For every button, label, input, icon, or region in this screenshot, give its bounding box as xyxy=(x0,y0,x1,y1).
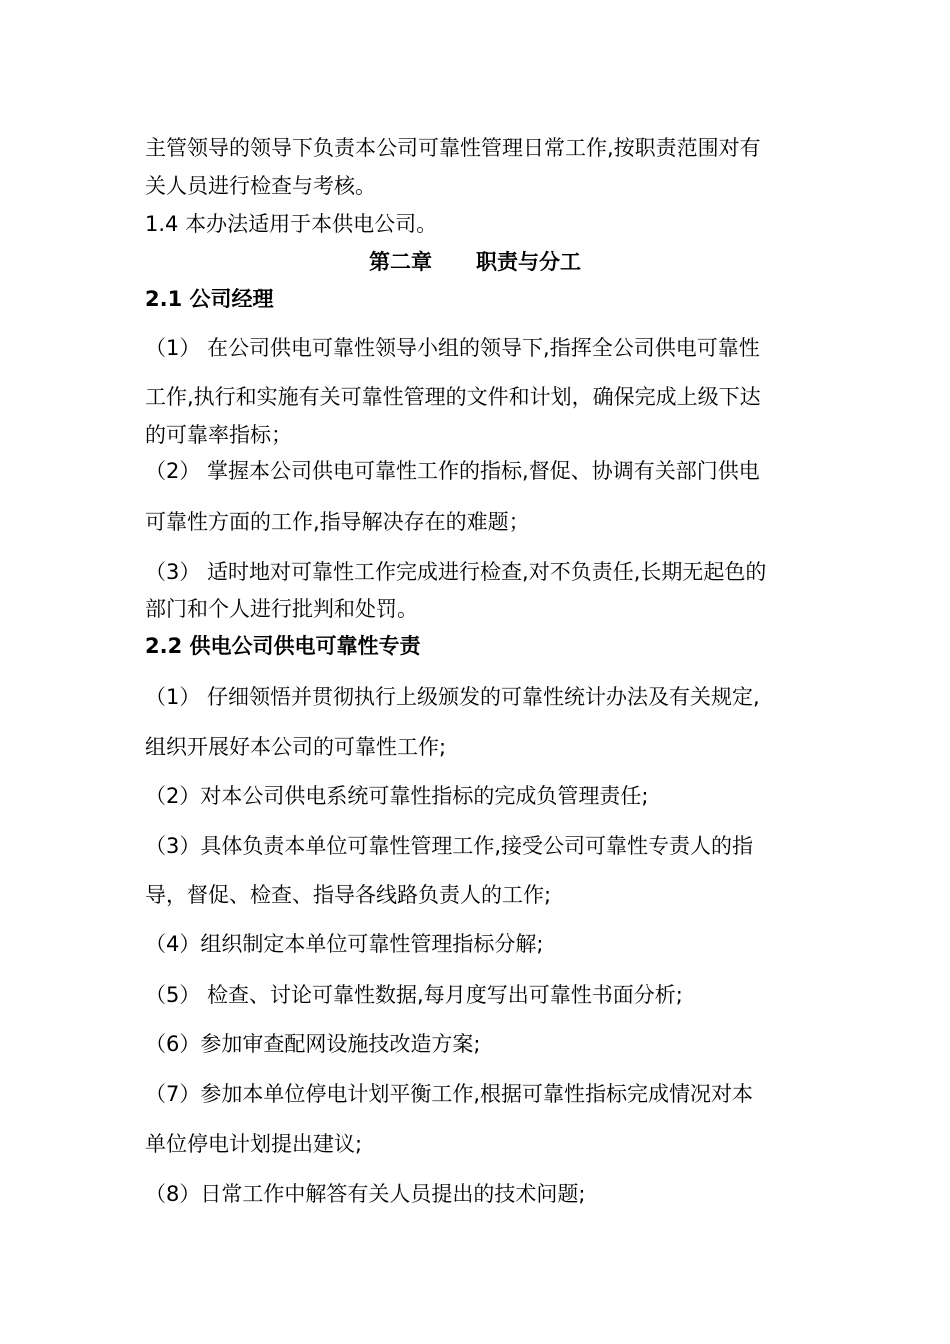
paragraph-line: 1.4 本办法适用于本供电公司。 xyxy=(145,212,438,236)
paragraph-line: （8）日常工作中解答有关人员提出的技术问题; xyxy=(145,1182,586,1206)
chapter-title: 职责与分工 xyxy=(476,250,581,274)
paragraph-line: 工作,执行和实施有关可靠性管理的文件和计划，确保完成上级下达 xyxy=(145,385,761,409)
paragraph-line: （4）组织制定本单位可靠性管理指标分解; xyxy=(145,932,544,956)
section-heading: 2.2 供电公司供电可靠性专责 xyxy=(145,634,421,658)
paragraph-line: 的可靠率指标； xyxy=(145,423,292,447)
paragraph-line: （5） 检查、讨论可靠性数据,每月度写出可靠性书面分析; xyxy=(145,983,683,1007)
paragraph-line: 组织开展好本公司的可靠性工作; xyxy=(145,735,447,759)
paragraph-line: 单位停电计划提出建议; xyxy=(145,1132,363,1156)
paragraph-line: 导，督促、检查、指导各线路负责人的工作; xyxy=(145,883,552,907)
paragraph-line: （1） 仔细领悟并贯彻执行上级颁发的可靠性统计办法及有关规定, xyxy=(145,685,760,709)
paragraph-line: （3）具体负责本单位可靠性管理工作,接受公司可靠性专责人的指 xyxy=(145,834,754,858)
paragraph-line: 部门和个人进行批判和处罚。 xyxy=(145,597,418,621)
paragraph-line: 关人员进行检查与考核。 xyxy=(145,174,376,198)
section-heading: 2.1 公司经理 xyxy=(145,287,274,311)
chapter-heading xyxy=(0,248,950,276)
paragraph-line: 可靠性方面的工作,指导解决存在的难题； xyxy=(145,510,530,534)
paragraph-line: （2） 掌握本公司供电可靠性工作的指标,督促、协调有关部门供电 xyxy=(145,459,760,483)
paragraph-line: （2）对本公司供电系统可靠性指标的完成负管理责任; xyxy=(145,784,649,808)
paragraph-line: （1） 在公司供电可靠性领导小组的领导下,指挥全公司供电可靠性 xyxy=(145,336,760,360)
paragraph-line: （3） 适时地对可靠性工作完成进行检查,对不负责任,长期无起色的 xyxy=(145,560,767,584)
paragraph-line: （6）参加审查配网设施技改造方案; xyxy=(145,1032,481,1056)
chapter-number: 第二章 xyxy=(369,250,432,274)
paragraph-line: 主管领导的领导下负责本公司可靠性管理日常工作,按职责范围对有 xyxy=(145,136,761,160)
paragraph-line: （7）参加本单位停电计划平衡工作,根据可靠性指标完成情况对本 xyxy=(145,1082,754,1106)
